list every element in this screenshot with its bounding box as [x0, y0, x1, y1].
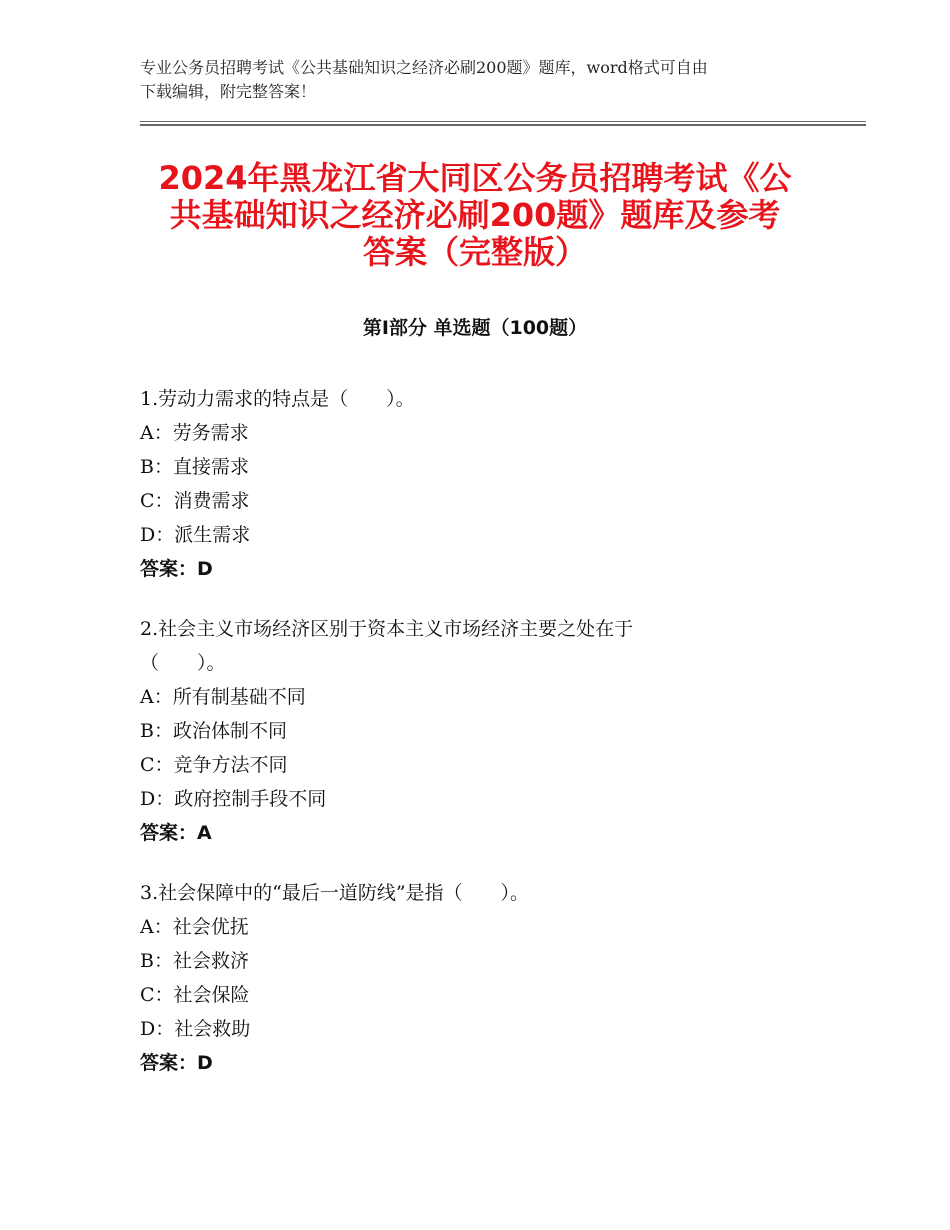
option-a: A：社会优抚: [140, 916, 249, 938]
section-heading: 第Ⅰ部分 单选题（100题）: [362, 317, 588, 339]
document-title-line-1: 2024年黑龙江省大同区公务员招聘考试《公: [158, 159, 792, 197]
header-note: [140, 56, 810, 104]
option-d: D：社会救助: [140, 1018, 251, 1040]
question-stem: 2.社会主义市场经济区别于资本主义市场经济主要之处在于: [140, 618, 634, 640]
document-title-line-3: 答案（完整版）: [362, 233, 587, 271]
answer: 答案：D: [140, 1052, 213, 1074]
option-a: A：劳务需求: [140, 422, 249, 444]
option-b: B：直接需求: [140, 456, 249, 478]
document-title-line-2: 共基础知识之经济必刷200题》题库及参考: [169, 196, 781, 234]
document-title: [130, 160, 820, 271]
option-c: C：社会保险: [140, 984, 250, 1006]
header-divider: [140, 121, 866, 126]
answer: 答案：A: [140, 822, 212, 844]
question-1: [140, 382, 740, 586]
question-stem: 3.社会保障中的“最后一道防线”是指（ ）。: [140, 882, 530, 904]
option-c: C：竞争方法不同: [140, 754, 288, 776]
option-a: A：所有制基础不同: [140, 686, 306, 708]
option-d: D：政府控制手段不同: [140, 788, 327, 810]
question-stem-continued: （ ）。: [140, 652, 226, 674]
question-stem: 1.劳动力需求的特点是（ ）。: [140, 388, 415, 410]
option-c: C：消费需求: [140, 490, 250, 512]
question-2: [140, 612, 740, 850]
header-note-line-2: 下载编辑，附完整答案！: [140, 82, 317, 101]
option-b: B：社会救济: [140, 950, 249, 972]
question-list: [140, 382, 740, 1106]
answer: 答案：D: [140, 558, 213, 580]
header-note-line-1: 专业公务员招聘考试《公共基础知识之经济必刷200题》题库，word格式可自由: [140, 58, 708, 77]
option-b: B：政治体制不同: [140, 720, 287, 742]
option-d: D：派生需求: [140, 524, 251, 546]
question-3: [140, 876, 740, 1080]
